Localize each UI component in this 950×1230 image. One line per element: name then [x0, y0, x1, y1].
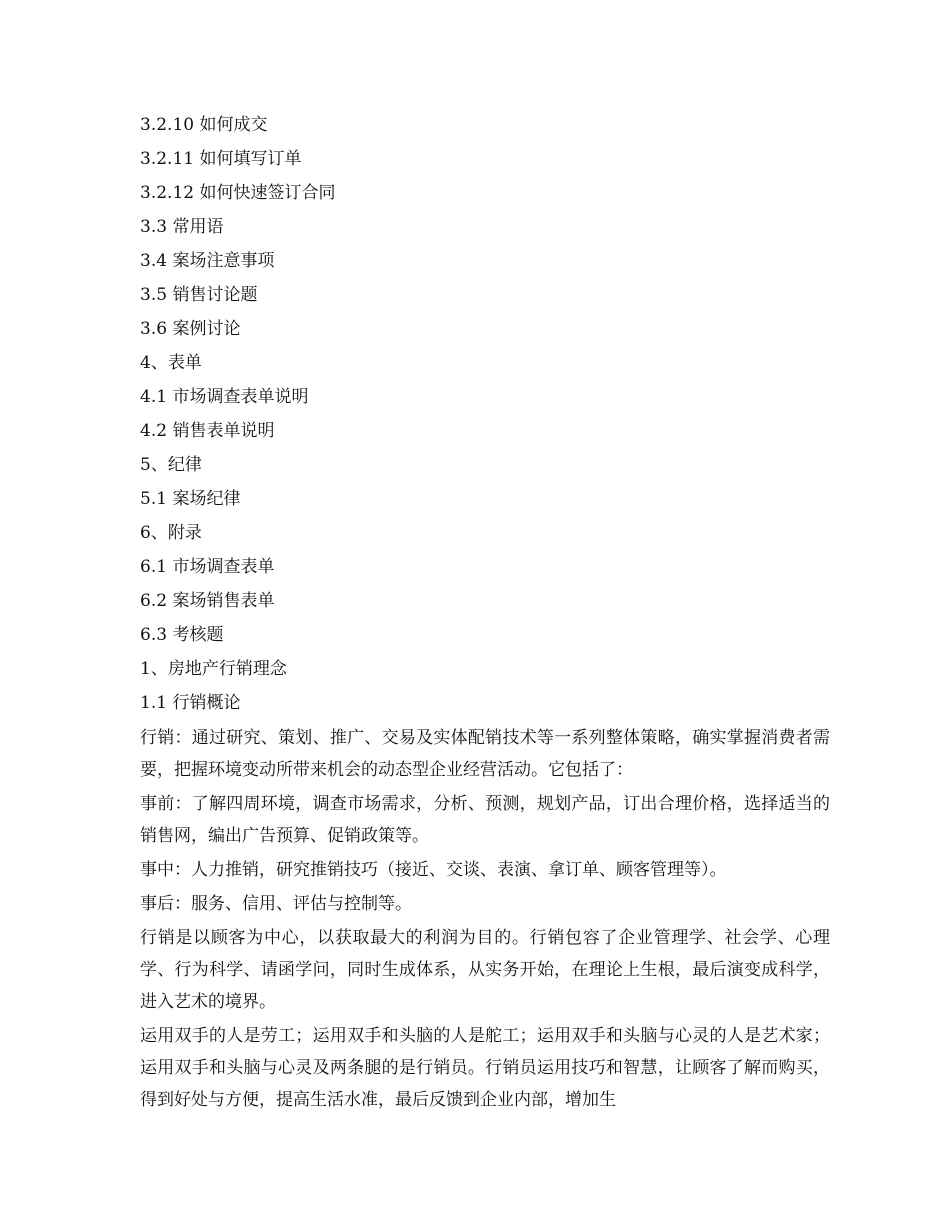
document-page	[140, 108, 830, 1116]
toc-item: 6、附录	[140, 523, 202, 543]
toc-item: 3.6 案例讨论	[140, 319, 241, 339]
toc-item: 4、表单	[140, 353, 202, 373]
body-paragraph: 事后：服务、信用、评估与控制等。	[140, 894, 412, 914]
toc-item: 3.3 常用语	[140, 217, 224, 237]
toc-item: 5、纪律	[140, 455, 202, 475]
section-heading: 1、房地产行销理念	[140, 659, 287, 679]
toc-item: 3.5 销售讨论题	[140, 285, 258, 305]
body-paragraph: 运用双手的人是劳工；运用双手和头脑的人是舵工；运用双手和头脑与心灵的人是艺术家；运用双手和头脑与心灵及两条腿的是行销员。行销员运用技巧和智慧，让顾客了解而购买，得到好处与方便，提高生活水准，最后反馈到企业内部，增加生	[140, 1026, 830, 1110]
body-paragraph: 事中：人力推销，研究推销技巧（接近、交谈、表演、拿订单、顾客管理等）。	[140, 860, 727, 880]
body-paragraph: 行销是以顾客为中心，以获取最大的利润为目的。行销包容了企业管理学、社会学、心理学、行为科学、请函学问，同时生成体系，从实务开始，在理论上生根，最后演变成科学，进入艺术的境界。	[140, 928, 830, 1012]
body-paragraph: 行销：通过研究、策划、推广、交易及实体配销技术等一系列整体策略，确实掌握消费者需要，把握环境变动所带来机会的动态型企业经营活动。它包括了：	[140, 728, 830, 780]
toc-item: 4.1 市场调查表单说明	[140, 387, 309, 407]
section-subheading: 1.1 行销概论	[140, 693, 241, 713]
toc-item: 6.2 案场销售表单	[140, 591, 275, 611]
toc-item: 4.2 销售表单说明	[140, 421, 275, 441]
body-paragraph: 事前：了解四周环境，调查市场需求，分析、预测，规划产品，订出合理价格，选择适当的销售网，编出广告预算、促销政策等。	[140, 794, 830, 846]
toc-item: 5.1 案场纪律	[140, 489, 241, 509]
toc-item: 3.2.10 如何成交	[140, 115, 268, 135]
toc-item: 6.1 市场调查表单	[140, 557, 275, 577]
toc-item: 3.4 案场注意事项	[140, 251, 275, 271]
toc-item: 3.2.12 如何快速签订合同	[140, 183, 336, 203]
toc-item: 6.3 考核题	[140, 625, 224, 645]
toc-item: 3.2.11 如何填写订单	[140, 149, 302, 169]
